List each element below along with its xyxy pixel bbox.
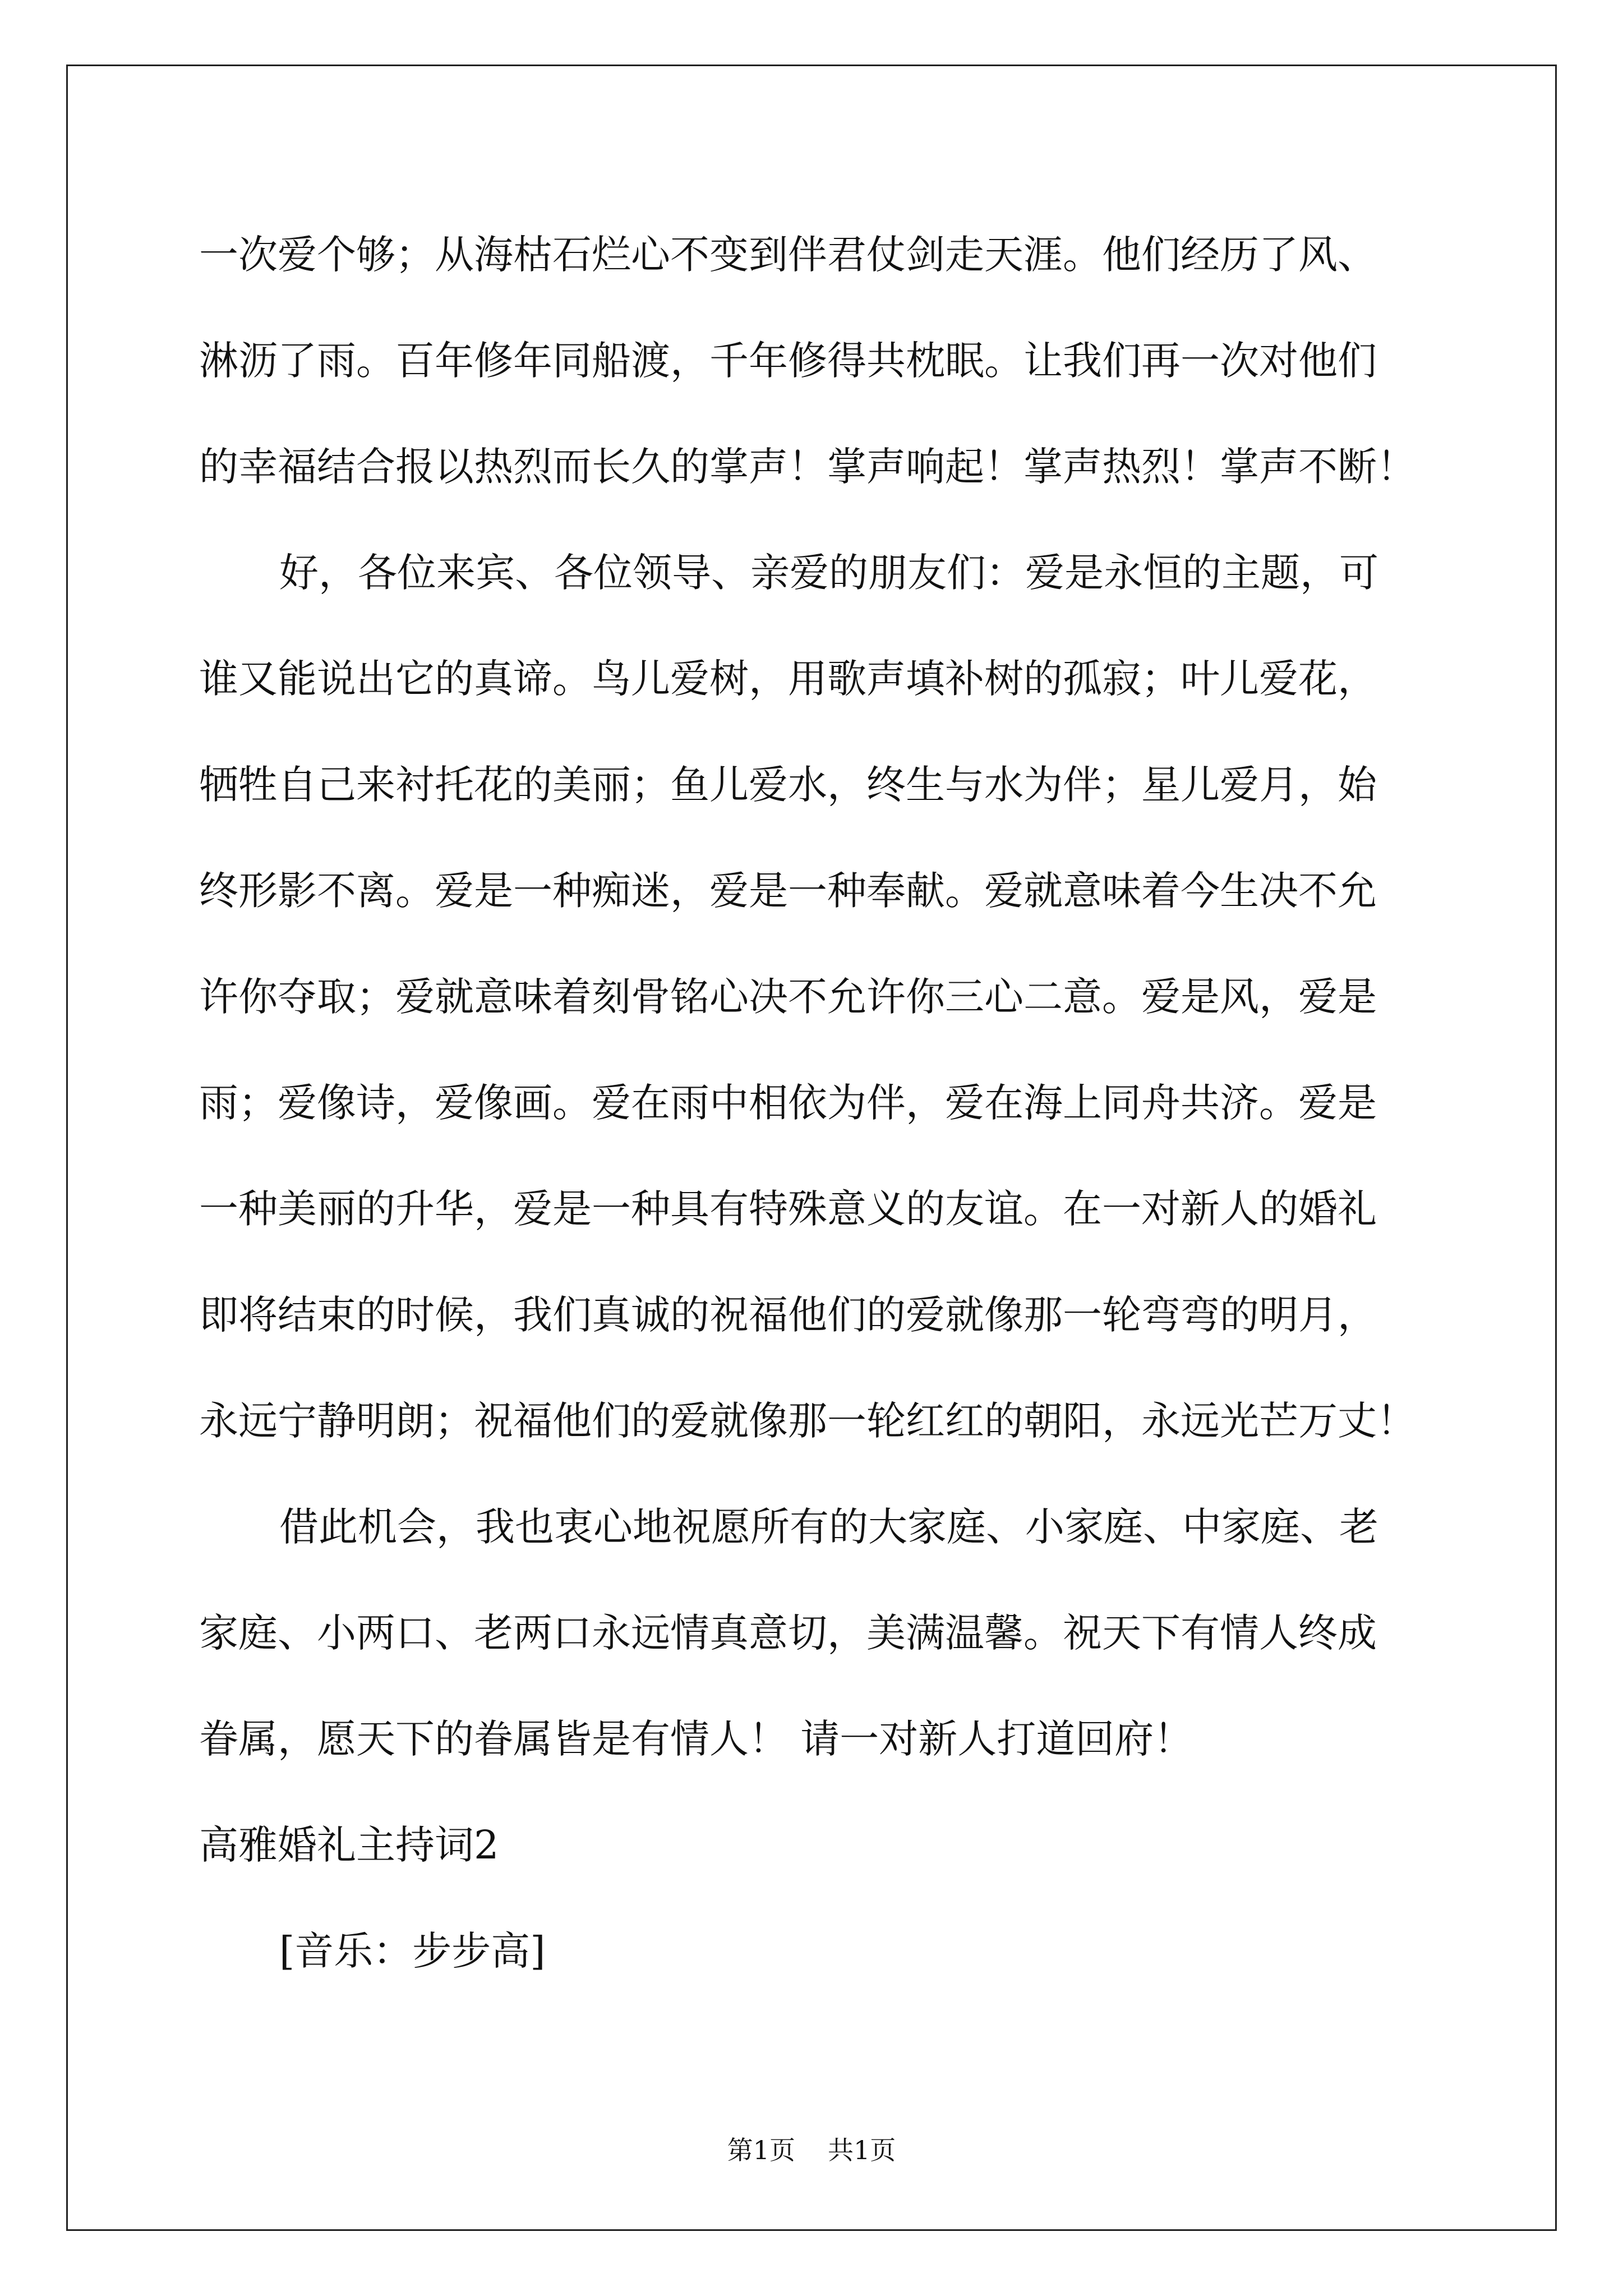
text-line: 雨；爱像诗，爱像画。爱在雨中相依为伴，爱在海上同舟共济。爱是 (199, 1080, 1377, 1126)
text-line: 永远宁静明朗；祝福他们的爱就像那一轮红红的朝阳，永远光芒万丈！ (199, 1398, 1416, 1444)
text-line: [音乐：步步高] (279, 1928, 546, 1974)
text-line: 许你夺取；爱就意味着刻骨铭心决不允许你三心二意。爱是风，爱是 (199, 974, 1377, 1020)
text-line: 终形影不离。爱是一种痴迷，爱是一种奉献。爱就意味着今生决不允 (199, 868, 1377, 914)
page-footer (0, 2133, 1623, 2167)
document-body (199, 202, 1433, 2004)
text-line: 眷属，愿天下的眷属皆是有情人！ 请一对新人打道回府！ (199, 1716, 1193, 1762)
text-line: 谁又能说出它的真谛。鸟儿爱树，用歌声填补树的孤寂；叶儿爱花， (199, 656, 1377, 702)
text-line: 一种美丽的升华，爱是一种具有特殊意义的友谊。在一对新人的婚礼 (199, 1186, 1377, 1232)
text-line: 借此机会，我也衷心地祝愿所有的大家庭、小家庭、中家庭、老 (279, 1504, 1378, 1550)
text-line: 淋沥了雨。百年修年同船渡，千年修得共枕眠。让我们再一次对他们 (199, 338, 1377, 384)
text-line: 即将结束的时候，我们真诚的祝福他们的爱就像那一轮弯弯的明月， (199, 1292, 1377, 1338)
text-line: 的幸福结合报以热烈而长久的掌声！掌声响起！掌声热烈！掌声不断！ (199, 444, 1416, 490)
text-line: 好，各位来宾、各位领导、亲爱的朋友们：爱是永恒的主题，可 (279, 550, 1378, 596)
page-number: 第1页 (727, 2135, 795, 2165)
text-line: 一次爱个够；从海枯石烂心不变到伴君仗剑走天涯。他们经历了风、 (199, 232, 1377, 278)
section-heading: 高雅婚礼主持词2 (199, 1822, 499, 1868)
text-line: 家庭、小两口、老两口永远情真意切，美满温馨。祝天下有情人终成 (199, 1610, 1377, 1656)
page-total: 共1页 (828, 2135, 896, 2165)
text-line: 牺牲自己来衬托花的美丽；鱼儿爱水，终生与水为伴；星儿爱月，始 (199, 762, 1377, 808)
